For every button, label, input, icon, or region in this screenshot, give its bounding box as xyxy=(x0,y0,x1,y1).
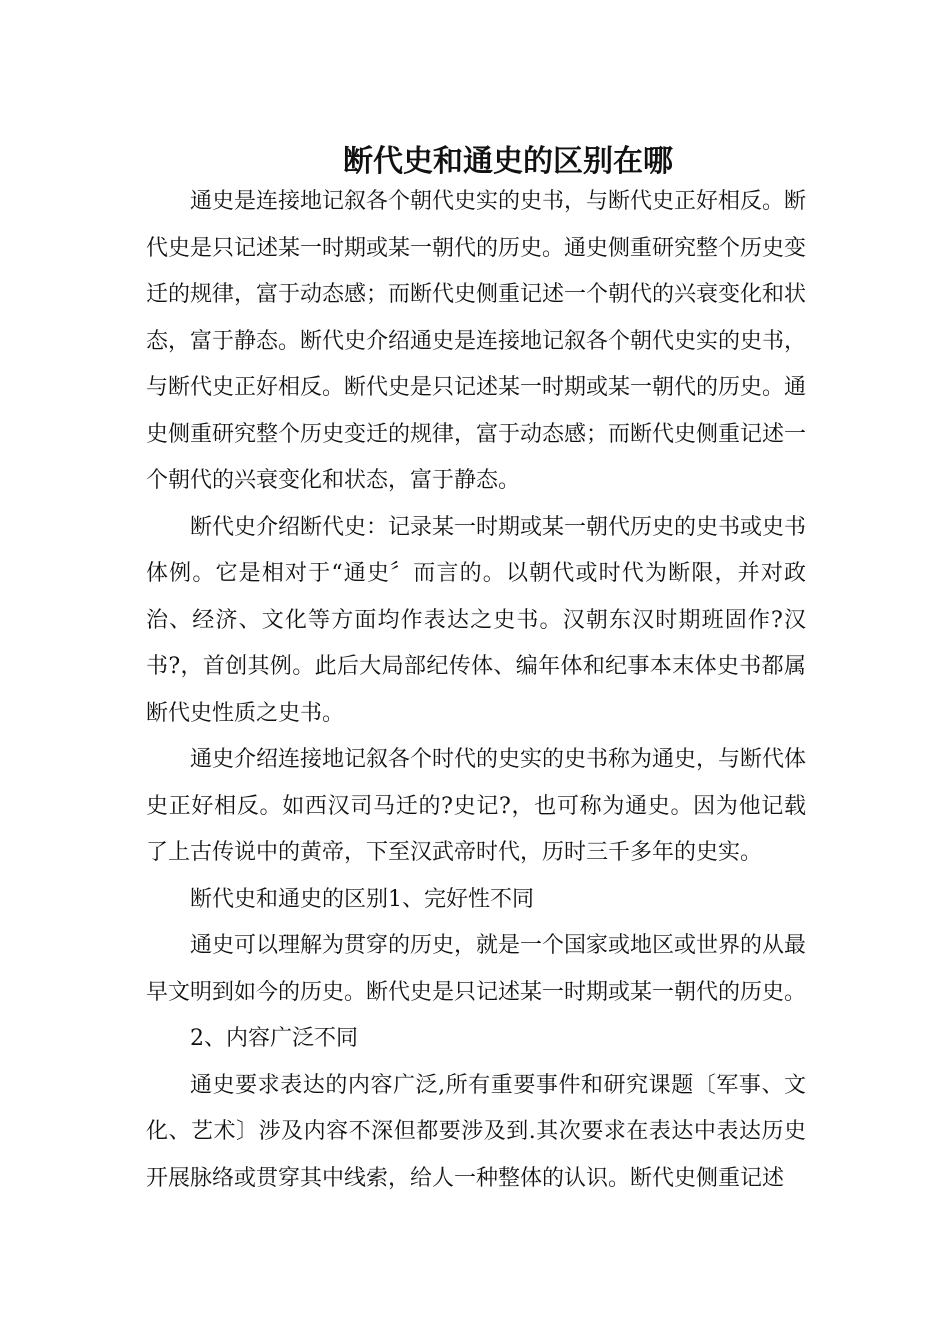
section-heading-content-scope: 2、内容广泛不同 xyxy=(190,1026,358,1051)
paragraph-content-scope: 通史要求表达的内容广泛,所有重要事件和研究课题〔军事、文化、艺术〕涉及内容不深但都要涉及到.其次要求在表达中表达历史开展脉络或贯穿其中线索，给人一种整体的认识。断代史侧重记述 xyxy=(146,1072,806,1191)
section-heading-completeness: 断代史和通史的区别1、完好性不同 xyxy=(190,886,534,912)
paragraph-duandaishi-intro: 断代史介绍断代史：记录某一时期或某一朝代历史的史书或史书体例。它是相对于“通史〞而言的。以朝代或时代为断限，并对政治、经济、文化等方面均作表达之史书。汉朝东汉时期班固作?汉书?，首创其例。此后大局部纪传体、编年体和纪事本末体史书都属断代史性质之史书。 xyxy=(146,514,807,726)
paragraph-tongshi-intro: 通史是连接地记叙各个朝代史实的史书，与断代史正好相反。断代史是只记述某一时期或某一朝代的历史。通史侧重研究整个历史变迁的规律，富于动态感；而断代史侧重记述一个朝代的兴衰变化和状态，富于静态。断代史介绍通史是连接地记叙各个朝代史实的史书，与断代史正好相反。断代史是只记述某一时期或某一朝代的历史。通史侧重研究整个历史变迁的规律，富于动态感；而断代史侧重记述一个朝代的兴衰变化和状态，富于静态。 xyxy=(146,189,807,493)
document-body xyxy=(146,179,806,1202)
document-title: 断代史和通史的区别在哪 xyxy=(343,144,673,180)
paragraph-completeness: 通史可以理解为贯穿的历史，就是一个国家或地区或世界的从最早文明到如今的历史。断代史是只记述某一时期或某一朝代的历史。 xyxy=(146,933,807,1005)
paragraph-tongshi-detail: 通史介绍连接地记叙各个时代的史实的史书称为通史，与断代体史正好相反。如西汉司马迁的?史记?，也可称为通史。因为他记载了上古传说中的黄帝，下至汉武帝时代，历时三千多年的史实。 xyxy=(146,747,807,865)
